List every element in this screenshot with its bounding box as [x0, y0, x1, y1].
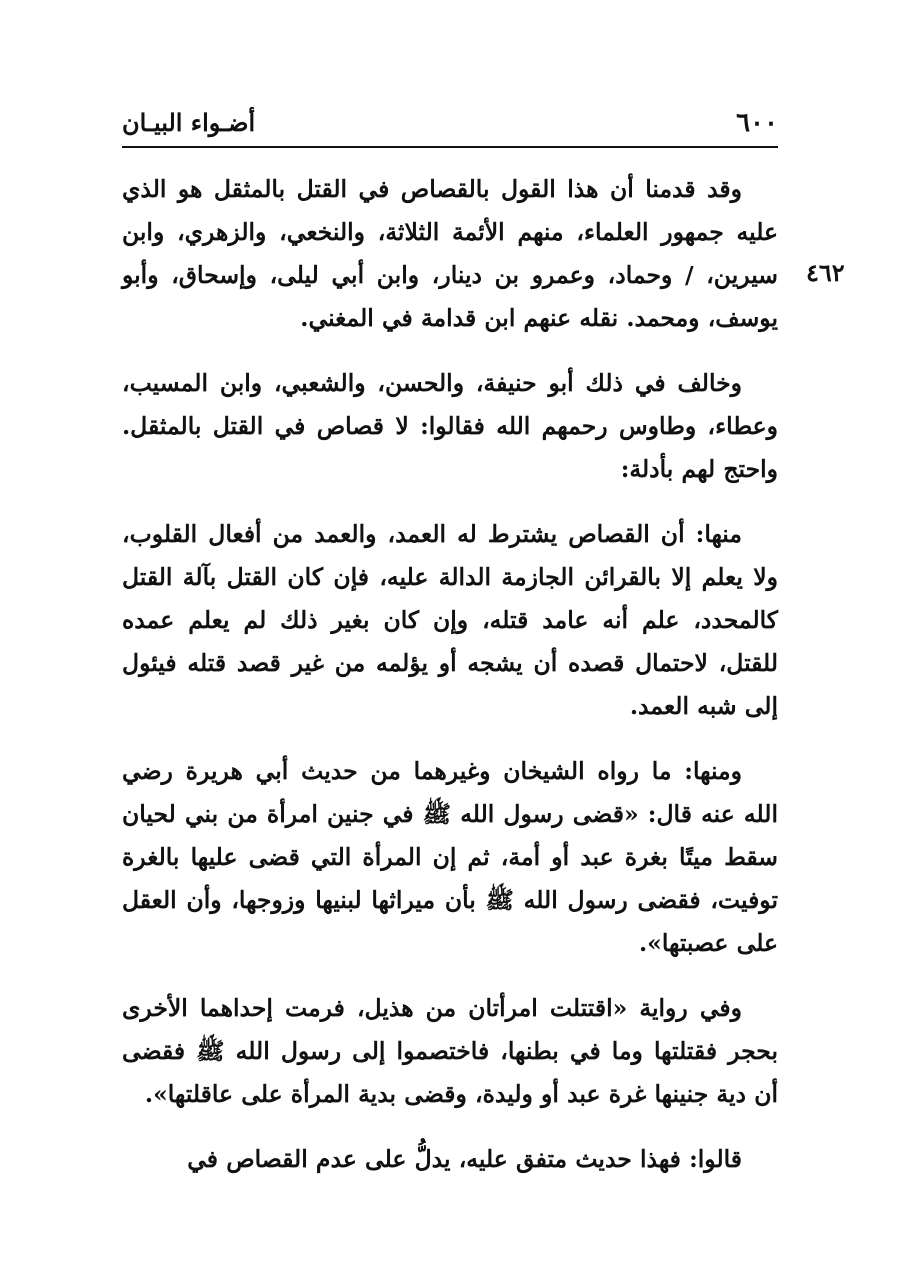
paragraph-1: وقد قدمنا أن هذا القول بالقصاص في القتل بالمثقل هو الذي عليه جمهور العلماء، منهم الأئمة الثلاثة، والنخعي، والزهري، وابن سيرين، / وحماد، وعمرو بن دينار، وابن أبي ليلى، وإسحاق، وأبو يوسف، ومحمد. نقله عنهم ابن قدامة في المغني.: [122, 175, 778, 332]
paragraph-3: منها: أن القصاص يشترط له العمد، والعمد من أفعال القلوب، ولا يعلم إلا بالقرائن الجازمة الدالة عليه، فإن كان القتل بآلة القتل كالمحدد، علم أنه عامد قتله، وإن كان بغير ذلك لم يعلم عمده للقتل، لاحتمال قصده أن يشجه أو يؤلمه من غير قصد قتله فيئول إلى شبه العمد.: [122, 520, 778, 720]
margin-page-reference: ٤٦٢: [806, 258, 845, 287]
paragraph-5: وفي رواية «اقتتلت امرأتان من هذيل، فرمت إحداهما الأخرى بحجر فقتلتها وما في بطنها، فاختصموا إلى رسول الله ﷺ فقضى أن دية جنينها غرة عبد أو وليدة، وقضى بدية المرأة على عاقلتها».: [122, 994, 778, 1108]
paragraph-2: وخالف في ذلك أبو حنيفة، والحسن، والشعبي، وابن المسيب، وعطاء، وطاوس رحمهم الله فقالوا: لا قصاص في القتل بالمثقل. واحتج لهم بأدلة:: [122, 369, 778, 483]
paragraph-4: ومنها: ما رواه الشيخان وغيرهما من حديث أبي هريرة رضي الله عنه قال: «قضى رسول الله ﷺ في جنين امرأة من بني لحيان سقط ميتًا بغرة عبد أو أمة، ثم إن المرأة التي قضى عليها بالغرة توفيت، فقضى رسول الله ﷺ بأن ميراثها لبنيها وزوجها، وأن العقل على عصبتها».: [122, 757, 778, 957]
page-header: [122, 108, 778, 148]
paragraph-6: قالوا: فهذا حديث متفق عليه، يدلُّ على عدم القصاص في: [187, 1145, 742, 1173]
page-number: ٦٠٠: [736, 108, 778, 138]
book-title: أضـواء البيـان: [122, 108, 256, 137]
page-body: [122, 168, 778, 1203]
